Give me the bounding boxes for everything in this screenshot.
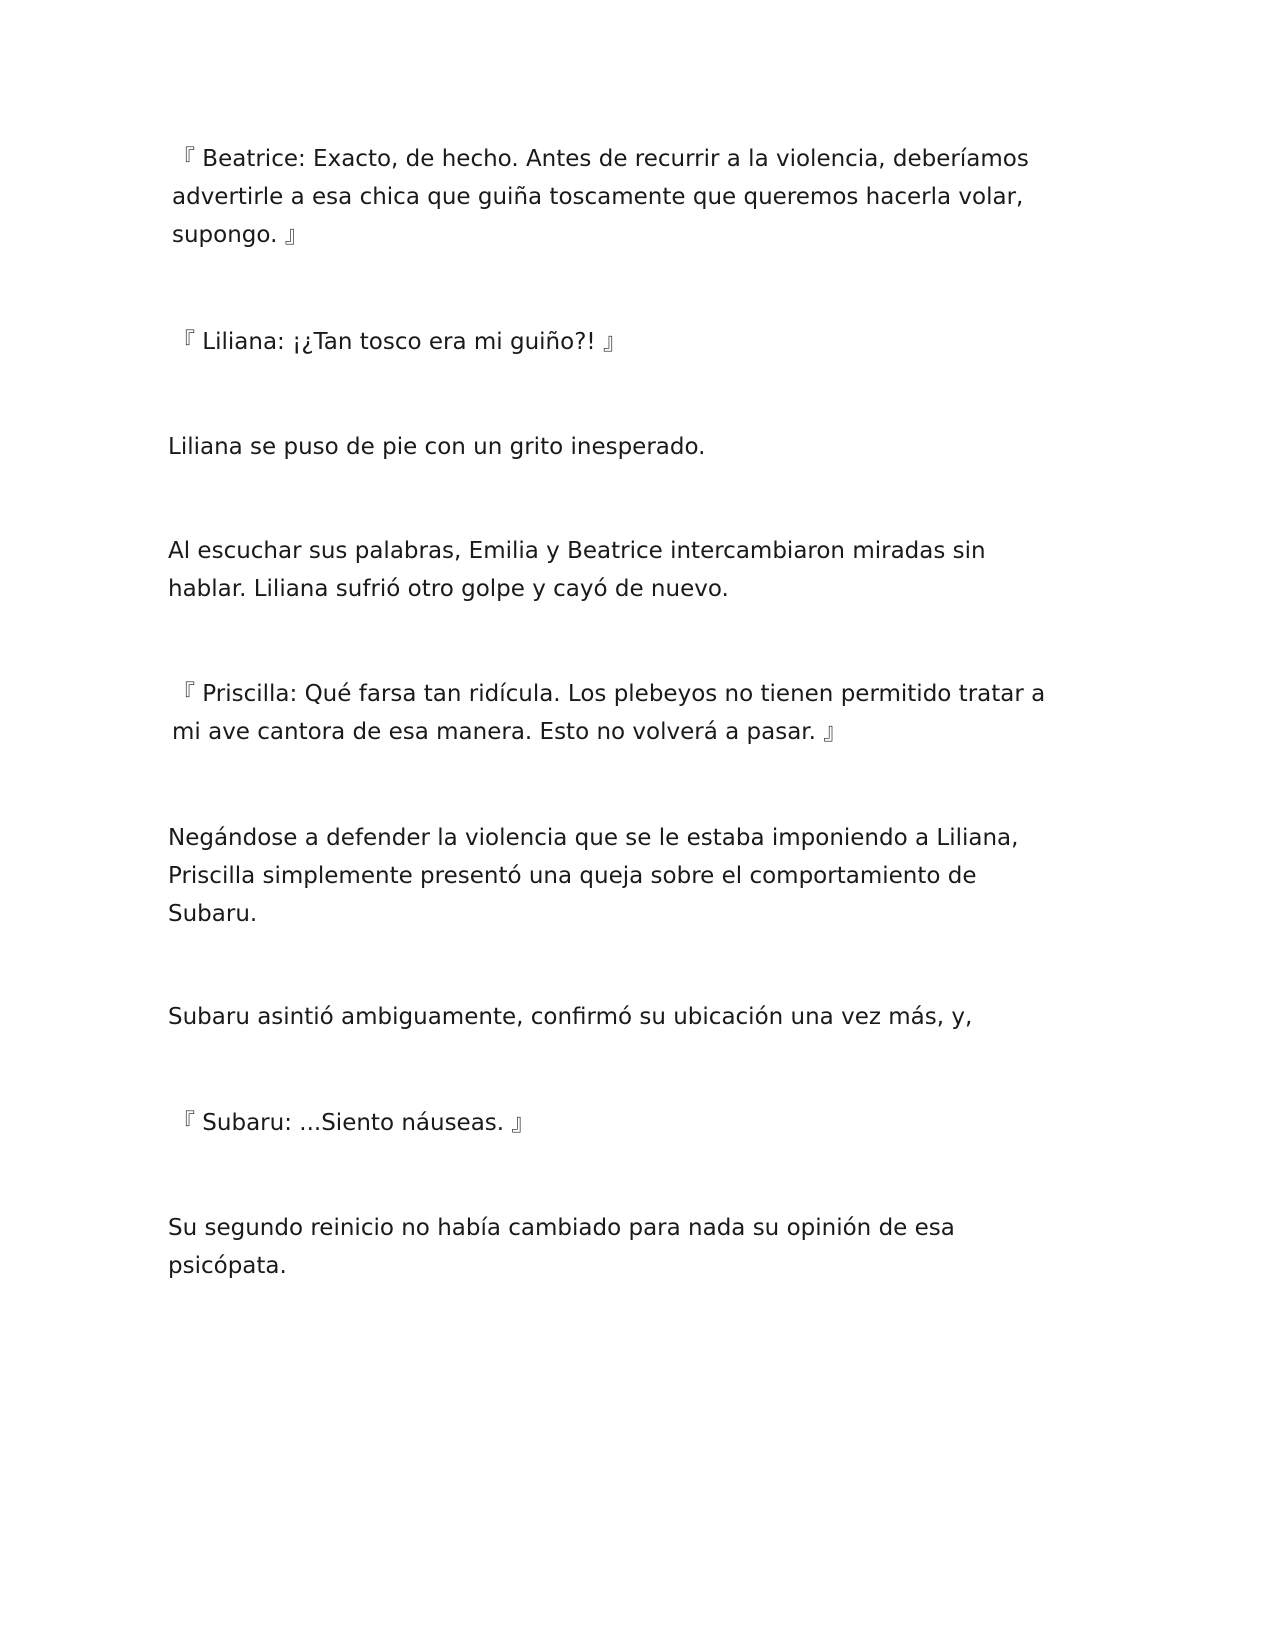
dialogue-priscilla: 『 Priscilla: Qué farsa tan ridícula. Los plebeyos no tienen permitido tratar a mi ave cantora de esa manera. Esto no volverá a pasar. 』	[172, 681, 1046, 745]
narration-exchange-glances: Al escuchar sus palabras, Emilia y Beatrice intercambiaron miradas sin hablar. Liliana sufrió otro golpe y cayó de nuevo.	[168, 538, 986, 602]
narration-subaru-nods: Subaru asintió ambiguamente, confirmó su ubicación una vez más, y,	[168, 1004, 973, 1030]
narration-second-reset: Su segundo reinicio no había cambiado para nada su opinión de esa psicópata.	[168, 1215, 955, 1279]
narration-liliana-stands: Liliana se puso de pie con un grito inesperado.	[168, 434, 706, 460]
dialogue-subaru: 『 Subaru: ...Siento náuseas. 』	[172, 1110, 535, 1136]
dialogue-beatrice: 『 Beatrice: Exacto, de hecho. Antes de recurrir a la violencia, deberíamos advertirle a esa chica que guiña toscamente que queremos hacerla volar, supongo. 』	[172, 146, 1029, 248]
narration-priscilla-complaint: Negándose a defender la violencia que se le estaba imponiendo a Liliana, Priscilla simplemente presentó una queja sobre el comportamiento de Subaru.	[168, 825, 1019, 927]
dialogue-liliana: 『 Liliana: ¡¿Tan tosco era mi guiño?! 』	[172, 329, 626, 355]
